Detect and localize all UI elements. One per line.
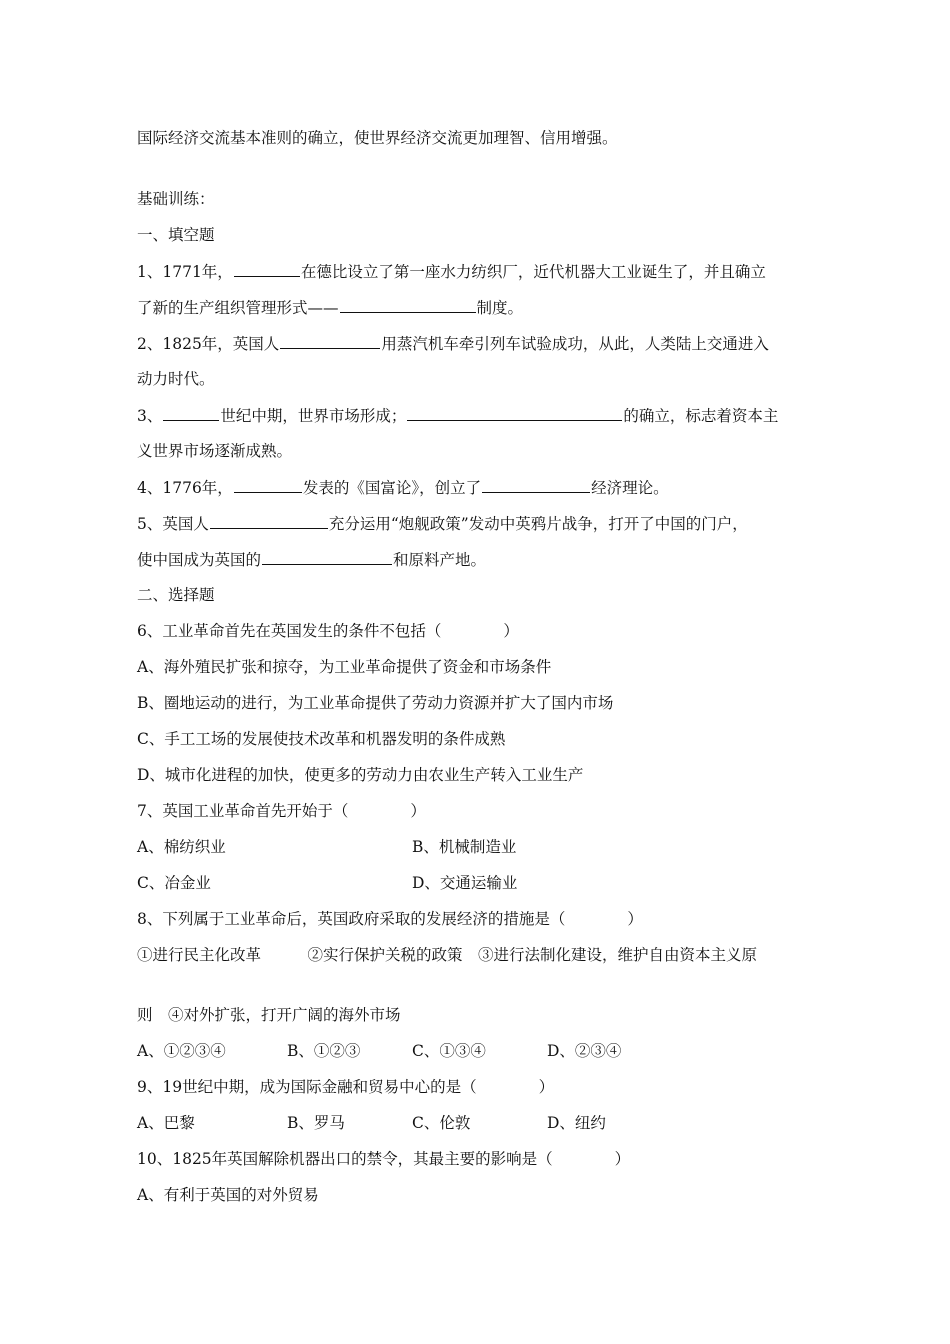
answer-blank[interactable] (163, 405, 219, 421)
question-8-option-b[interactable]: B、①②③ (287, 1042, 361, 1060)
question-8-stem: 8、下列属于工业革命后，英国政府采取的发展经济的措施是（ ） (137, 910, 643, 928)
question-9-option-c[interactable]: C、伦敦 (412, 1114, 471, 1132)
question-1-line-2 (137, 297, 523, 317)
question-1-text: 在德比设立了第一座水力纺织厂，近代机器大工业诞生了，并且确立 (300, 263, 766, 281)
question-5-prefix: 5、英国人 (137, 515, 209, 533)
question-2-line-1 (137, 333, 769, 353)
question-4-suffix: 经济理论。 (591, 479, 669, 497)
answer-blank[interactable] (407, 405, 622, 421)
question-7-options-row-1 (137, 837, 517, 857)
question-5-line-2 (137, 549, 486, 569)
answer-blank[interactable] (234, 477, 302, 493)
section-multiple-choice-title: 二、选择题 (137, 586, 215, 604)
question-7-stem: 7、英国工业革命首先开始于（ ） (137, 802, 426, 820)
question-2-line-2: 动力时代。 (137, 370, 215, 388)
question-9-option-d[interactable]: D、纽约 (547, 1114, 606, 1132)
question-5-suffix: 和原料产地。 (393, 551, 487, 569)
question-8-option-c[interactable]: C、①③④ (412, 1042, 486, 1060)
answer-blank[interactable] (234, 261, 300, 277)
question-6-option-c[interactable]: C、手工工场的发展使技术改革和机器发明的条件成熟 (137, 730, 506, 748)
question-3-text: 世纪中期，世界市场形成； (220, 407, 407, 425)
question-9-options (137, 1113, 606, 1133)
question-1-suffix: 制度。 (476, 299, 524, 317)
question-1-line-1 (137, 261, 766, 281)
answer-blank[interactable] (280, 333, 380, 349)
question-2-prefix: 2、1825年，英国人 (137, 335, 280, 353)
question-7-option-b[interactable]: B、机械制造业 (412, 838, 517, 856)
section-fill-blank-title: 一、填空题 (137, 226, 215, 244)
question-1-text-cont: 了新的生产组织管理形式—— (137, 299, 339, 317)
question-1-prefix: 1、1771年， (137, 263, 233, 281)
question-10-stem: 10、1825年英国解除机器出口的禁令，其最主要的影响是（ ） (137, 1150, 631, 1168)
question-9-option-a[interactable]: A、巴黎 (137, 1114, 195, 1132)
question-8-option-a[interactable]: A、①②③④ (137, 1042, 226, 1060)
question-2-text: 用蒸汽机车牵引列车试验成功，从此，人类陆上交通进入 (381, 335, 769, 353)
training-heading: 基础训练： (137, 190, 215, 208)
question-6-option-b[interactable]: B、圈地运动的进行，为工业革命提供了劳动力资源并扩大了国内市场 (137, 694, 614, 712)
question-5-text: 充分运用“炮舰政策”发动中英鸦片战争，打开了中国的门户， (328, 515, 748, 533)
answer-blank[interactable] (210, 513, 328, 529)
question-5-line-1 (137, 513, 748, 533)
question-7-option-c[interactable]: C、冶金业 (137, 874, 211, 892)
question-4-text: 发表的《国富论》，创立了 (302, 479, 482, 497)
question-5-text-cont: 使中国成为英国的 (137, 551, 262, 569)
question-7-option-d[interactable]: D、交通运输业 (412, 874, 518, 892)
question-9-stem: 9、19世纪中期，成为国际金融和贸易中心的是（ ） (137, 1078, 555, 1096)
question-6-stem: 6、工业革命首先在英国发生的条件不包括（ ） (137, 622, 519, 640)
question-9-option-b[interactable]: B、罗马 (287, 1114, 345, 1132)
question-4-prefix: 4、1776年， (137, 479, 233, 497)
question-3-prefix: 3、 (137, 407, 163, 425)
question-10-option-a[interactable]: A、有利于英国的对外贸易 (137, 1186, 319, 1204)
question-8-option-d[interactable]: D、②③④ (547, 1042, 622, 1060)
question-3-suffix: 的确立，标志着资本主 (623, 407, 779, 425)
answer-blank[interactable] (482, 477, 590, 493)
question-3-line-1 (137, 405, 778, 425)
question-7-options-row-2 (137, 873, 518, 893)
question-8-options (137, 1041, 621, 1061)
question-6-option-d[interactable]: D、城市化进程的加快，使更多的劳动力由农业生产转入工业生产 (137, 766, 584, 784)
question-6-option-a[interactable]: A、海外殖民扩张和掠夺，为工业革命提供了资金和市场条件 (137, 658, 552, 676)
answer-blank[interactable] (262, 549, 392, 565)
question-8-statements-line-1: ①进行民主化改革 ②实行保护关税的政策 ③进行法制化建设，维护自由资本主义原 (137, 946, 758, 964)
question-8-statements-line-2: 则 ④对外扩张，打开广阔的海外市场 (137, 1006, 401, 1024)
question-4-line (137, 477, 669, 497)
question-3-line-2: 义世界市场逐渐成熟。 (137, 442, 293, 460)
question-7-option-a[interactable]: A、棉纺织业 (137, 838, 226, 856)
intro-text: 国际经济交流基本准则的确立，使世界经济交流更加理智、信用增强。 (137, 129, 618, 147)
answer-blank[interactable] (340, 297, 476, 313)
